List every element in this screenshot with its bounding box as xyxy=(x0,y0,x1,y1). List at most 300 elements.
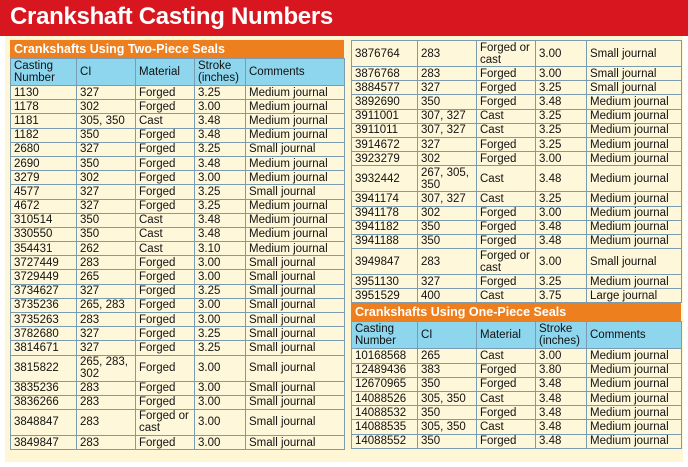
ci-cell: 283 xyxy=(77,409,136,435)
stroke-cell: 3.25 xyxy=(536,137,587,151)
table-row xyxy=(11,185,345,199)
material-cell: Cast xyxy=(136,213,195,227)
comments-cell: Small journal xyxy=(246,270,345,284)
casting-number-cell: 14088535 xyxy=(352,420,418,434)
comments-cell: Medium journal xyxy=(587,377,682,391)
material-cell: Forged xyxy=(136,355,195,381)
ci-cell: 327 xyxy=(77,199,136,213)
table-row xyxy=(11,435,345,449)
comments-cell: Medium journal xyxy=(246,171,345,185)
comments-cell: Medium journal xyxy=(246,199,345,213)
ci-cell: 350 xyxy=(77,227,136,241)
material-cell: Forged or cast xyxy=(136,409,195,435)
table-row xyxy=(352,67,682,81)
ci-cell: 305, 350 xyxy=(77,114,136,128)
ci-header: CI xyxy=(418,322,477,349)
stroke-cell: 3.00 xyxy=(536,206,587,220)
ci-cell: 305, 350 xyxy=(418,420,477,434)
material-cell: Forged xyxy=(477,220,536,234)
ci-cell: 305, 350 xyxy=(418,392,477,406)
casting-number-cell: 3279 xyxy=(11,171,77,185)
stroke-cell: 3.00 xyxy=(195,313,246,327)
table-header-row xyxy=(352,322,682,349)
material-cell: Forged xyxy=(477,95,536,109)
material-cell: Forged xyxy=(477,206,536,220)
table-row xyxy=(11,313,345,327)
stroke-cell: 3.00 xyxy=(536,67,587,81)
casting-number-cell: 3911001 xyxy=(352,109,418,123)
stroke-cell: 3.00 xyxy=(195,409,246,435)
casting-number-cell: 3949847 xyxy=(352,249,418,275)
ci-header: CI xyxy=(77,59,136,86)
ci-cell: 283 xyxy=(77,395,136,409)
stroke-cell: 3.48 xyxy=(195,213,246,227)
comments-cell: Medium journal xyxy=(246,242,345,256)
comments-cell: Medium journal xyxy=(246,213,345,227)
comments-cell: Medium journal xyxy=(246,114,345,128)
comments-cell: Medium journal xyxy=(587,234,682,248)
material-cell: Forged or cast xyxy=(477,41,536,67)
comments-cell: Medium journal xyxy=(246,128,345,142)
casting-number-cell: 1182 xyxy=(11,128,77,142)
material-cell: Forged or cast xyxy=(477,249,536,275)
table-row xyxy=(11,242,345,256)
casting-number-cell: 3951529 xyxy=(352,289,418,303)
ci-cell: 302 xyxy=(418,152,477,166)
casting-number-cell: 3941174 xyxy=(352,192,418,206)
material-header: Material xyxy=(477,322,536,349)
table-row xyxy=(11,213,345,227)
casting-number-cell: 3876768 xyxy=(352,67,418,81)
stroke-cell: 3.48 xyxy=(536,434,587,448)
ci-cell: 327 xyxy=(77,86,136,100)
table-row xyxy=(352,349,682,363)
casting-number-cell: 3835236 xyxy=(11,381,77,395)
table-row xyxy=(11,284,345,298)
casting-number-cell: 1130 xyxy=(11,86,77,100)
comments-cell: Medium journal xyxy=(246,86,345,100)
stroke-cell: 3.00 xyxy=(195,270,246,284)
two-piece-seal-table-continued xyxy=(351,40,682,303)
comments-cell: Medium journal xyxy=(587,220,682,234)
ci-cell: 327 xyxy=(77,284,136,298)
table-row xyxy=(352,420,682,434)
casting-number-cell: 3941188 xyxy=(352,234,418,248)
material-cell: Forged xyxy=(136,395,195,409)
table-row xyxy=(352,95,682,109)
comments-cell: Medium journal xyxy=(587,363,682,377)
ci-cell: 283 xyxy=(418,249,477,275)
comments-cell: Medium journal xyxy=(587,420,682,434)
casting-number-cell: 3782680 xyxy=(11,327,77,341)
stroke-cell: 3.00 xyxy=(195,100,246,114)
ci-cell: 283 xyxy=(77,435,136,449)
casting-number-cell: 3951130 xyxy=(352,275,418,289)
casting-number-cell: 3941178 xyxy=(352,206,418,220)
casting-number-cell: 310514 xyxy=(11,213,77,227)
stroke-cell: 3.25 xyxy=(195,327,246,341)
ci-cell: 267, 305, 350 xyxy=(418,166,477,192)
casting-number-cell: 4577 xyxy=(11,185,77,199)
ci-cell: 350 xyxy=(418,95,477,109)
stroke-cell: 3.48 xyxy=(536,166,587,192)
comments-cell: Small journal xyxy=(587,249,682,275)
comments-cell: Medium journal xyxy=(246,227,345,241)
material-cell: Cast xyxy=(477,349,536,363)
stroke-cell: 3.25 xyxy=(195,86,246,100)
ci-cell: 283 xyxy=(77,313,136,327)
stroke-cell: 3.48 xyxy=(536,420,587,434)
comments-cell: Medium journal xyxy=(587,109,682,123)
comments-header: Comments xyxy=(246,59,345,86)
table-row xyxy=(352,192,682,206)
casting-number-cell: 1178 xyxy=(11,100,77,114)
material-cell: Cast xyxy=(136,227,195,241)
comments-cell: Small journal xyxy=(246,435,345,449)
casting-number-cell: 12489436 xyxy=(352,363,418,377)
comments-cell: Small journal xyxy=(246,313,345,327)
table-row xyxy=(11,86,345,100)
casting-number-cell: 3914672 xyxy=(352,137,418,151)
casting-number-cell: 3941182 xyxy=(352,220,418,234)
casting-number-cell: 14088552 xyxy=(352,434,418,448)
ci-cell: 327 xyxy=(418,81,477,95)
ci-cell: 265 xyxy=(77,270,136,284)
ci-cell: 350 xyxy=(418,234,477,248)
casting-number-cell: 2690 xyxy=(11,156,77,170)
comments-cell: Medium journal xyxy=(587,406,682,420)
casting-number-header: Casting Number xyxy=(352,322,418,349)
casting-number-cell: 3836266 xyxy=(11,395,77,409)
comments-cell: Small journal xyxy=(246,409,345,435)
ci-cell: 283 xyxy=(77,381,136,395)
comments-cell: Medium journal xyxy=(587,166,682,192)
casting-number-cell: 3848847 xyxy=(11,409,77,435)
casting-number-cell: 12670965 xyxy=(352,377,418,391)
material-cell: Cast xyxy=(477,392,536,406)
ci-cell: 327 xyxy=(77,185,136,199)
casting-number-cell: 330550 xyxy=(11,227,77,241)
table-row xyxy=(352,220,682,234)
table-row xyxy=(352,234,682,248)
table-row xyxy=(11,355,345,381)
ci-cell: 307, 327 xyxy=(418,192,477,206)
casting-number-cell: 10168568 xyxy=(352,349,418,363)
stroke-cell: 3.48 xyxy=(536,234,587,248)
table-row xyxy=(11,256,345,270)
table-row xyxy=(352,109,682,123)
stroke-cell: 3.25 xyxy=(195,284,246,298)
casting-number-cell: 3932442 xyxy=(352,166,418,192)
casting-number-cell: 3729449 xyxy=(11,270,77,284)
ci-cell: 265, 283, 302 xyxy=(77,355,136,381)
ci-cell: 307, 327 xyxy=(418,109,477,123)
table-row xyxy=(11,128,345,142)
stroke-cell: 3.48 xyxy=(536,95,587,109)
casting-number-cell: 2680 xyxy=(11,142,77,156)
comments-cell: Small journal xyxy=(246,395,345,409)
ci-cell: 350 xyxy=(418,406,477,420)
ci-cell: 350 xyxy=(77,156,136,170)
material-cell: Forged xyxy=(136,142,195,156)
ci-cell: 283 xyxy=(418,67,477,81)
comments-cell: Medium journal xyxy=(587,123,682,137)
comments-cell: Small journal xyxy=(246,298,345,312)
ci-cell: 262 xyxy=(77,242,136,256)
comments-cell: Medium journal xyxy=(587,434,682,448)
material-cell: Forged xyxy=(477,152,536,166)
ci-cell: 265, 283 xyxy=(77,298,136,312)
stroke-cell: 3.25 xyxy=(536,123,587,137)
comments-cell: Medium journal xyxy=(587,95,682,109)
casting-number-cell: 3911011 xyxy=(352,123,418,137)
material-cell: Forged xyxy=(136,298,195,312)
material-cell: Forged xyxy=(477,406,536,420)
comments-cell: Medium journal xyxy=(246,156,345,170)
ci-cell: 302 xyxy=(77,100,136,114)
ci-cell: 307, 327 xyxy=(418,123,477,137)
material-cell: Cast xyxy=(477,109,536,123)
ci-cell: 350 xyxy=(77,213,136,227)
stroke-cell: 3.00 xyxy=(536,152,587,166)
stroke-cell: 3.75 xyxy=(536,289,587,303)
left-column xyxy=(10,40,344,450)
comments-cell: Medium journal xyxy=(587,137,682,151)
comments-cell: Medium journal xyxy=(587,152,682,166)
table-row xyxy=(352,41,682,67)
casting-number-cell: 3892690 xyxy=(352,95,418,109)
stroke-cell: 3.00 xyxy=(195,395,246,409)
material-header: Material xyxy=(136,59,195,86)
comments-cell: Medium journal xyxy=(587,206,682,220)
casting-number-cell: 3814671 xyxy=(11,341,77,355)
stroke-cell: 3.48 xyxy=(536,377,587,391)
table-row xyxy=(352,392,682,406)
stroke-cell: 3.00 xyxy=(195,381,246,395)
ci-cell: 265 xyxy=(418,349,477,363)
stroke-cell: 3.48 xyxy=(195,227,246,241)
casting-number-cell: 3876764 xyxy=(352,41,418,67)
table-row xyxy=(11,171,345,185)
comments-cell: Small journal xyxy=(246,284,345,298)
comments-cell: Small journal xyxy=(246,327,345,341)
casting-number-header: Casting Number xyxy=(11,59,77,86)
material-cell: Forged xyxy=(136,327,195,341)
content-panel xyxy=(5,36,683,462)
stroke-cell: 3.25 xyxy=(536,109,587,123)
comments-cell: Medium journal xyxy=(587,392,682,406)
table-row xyxy=(352,123,682,137)
comments-cell: Medium journal xyxy=(587,349,682,363)
ci-cell: 302 xyxy=(77,171,136,185)
table-row xyxy=(11,381,345,395)
comments-cell: Medium journal xyxy=(246,100,345,114)
material-cell: Forged xyxy=(477,434,536,448)
table-row xyxy=(352,206,682,220)
comments-cell: Small journal xyxy=(587,41,682,67)
material-cell: Forged xyxy=(477,81,536,95)
ci-cell: 400 xyxy=(418,289,477,303)
stroke-cell: 3.00 xyxy=(536,249,587,275)
casting-number-cell: 4672 xyxy=(11,199,77,213)
comments-cell: Small journal xyxy=(246,142,345,156)
stroke-cell: 3.48 xyxy=(536,220,587,234)
material-cell: Forged xyxy=(136,86,195,100)
casting-number-cell: 3735263 xyxy=(11,313,77,327)
comments-cell: Large journal xyxy=(587,289,682,303)
one-piece-seal-table xyxy=(351,321,682,448)
comments-cell: Small journal xyxy=(246,355,345,381)
material-cell: Forged xyxy=(477,377,536,391)
material-cell: Forged xyxy=(477,275,536,289)
stroke-cell: 3.25 xyxy=(536,81,587,95)
material-cell: Forged xyxy=(136,313,195,327)
stroke-cell: 3.10 xyxy=(195,242,246,256)
table-row xyxy=(11,327,345,341)
page-title: Crankshaft Casting Numbers xyxy=(10,3,333,30)
ci-cell: 383 xyxy=(418,363,477,377)
stroke-cell: 3.48 xyxy=(195,114,246,128)
stroke-header: Stroke (inches) xyxy=(195,59,246,86)
ci-cell: 327 xyxy=(77,327,136,341)
material-cell: Forged xyxy=(477,67,536,81)
stroke-cell: 3.25 xyxy=(536,192,587,206)
ci-cell: 350 xyxy=(77,128,136,142)
comments-header: Comments xyxy=(587,322,682,349)
table-row xyxy=(11,298,345,312)
stroke-cell: 3.25 xyxy=(195,341,246,355)
material-cell: Cast xyxy=(477,123,536,137)
material-cell: Cast xyxy=(477,289,536,303)
stroke-cell: 3.25 xyxy=(195,199,246,213)
comments-cell: Small journal xyxy=(246,256,345,270)
table-row xyxy=(11,341,345,355)
comments-cell: Small journal xyxy=(587,67,682,81)
page-header xyxy=(0,0,688,36)
material-cell: Forged xyxy=(136,284,195,298)
material-cell: Forged xyxy=(136,435,195,449)
table-row xyxy=(352,81,682,95)
casting-number-cell: 3849847 xyxy=(11,435,77,449)
stroke-cell: 3.00 xyxy=(195,355,246,381)
stroke-cell: 3.00 xyxy=(536,41,587,67)
stroke-cell: 3.25 xyxy=(536,275,587,289)
stroke-cell: 3.25 xyxy=(195,142,246,156)
right-column xyxy=(351,40,681,449)
material-cell: Forged xyxy=(136,256,195,270)
material-cell: Forged xyxy=(477,363,536,377)
comments-cell: Small journal xyxy=(246,341,345,355)
stroke-header: Stroke (inches) xyxy=(536,322,587,349)
ci-cell: 327 xyxy=(418,137,477,151)
table-row xyxy=(352,363,682,377)
stroke-cell: 3.00 xyxy=(195,298,246,312)
table-row xyxy=(11,100,345,114)
material-cell: Forged xyxy=(136,171,195,185)
stroke-cell: 3.25 xyxy=(195,185,246,199)
stroke-cell: 3.00 xyxy=(195,256,246,270)
table-row xyxy=(352,377,682,391)
table-row xyxy=(11,156,345,170)
casting-number-cell: 3727449 xyxy=(11,256,77,270)
stroke-cell: 3.00 xyxy=(195,435,246,449)
material-cell: Cast xyxy=(136,114,195,128)
material-cell: Forged xyxy=(477,234,536,248)
comments-cell: Medium journal xyxy=(587,192,682,206)
table-row xyxy=(352,166,682,192)
material-cell: Forged xyxy=(136,270,195,284)
stroke-cell: 3.80 xyxy=(536,363,587,377)
material-cell: Cast xyxy=(477,166,536,192)
casting-number-cell: 3735236 xyxy=(11,298,77,312)
table-row xyxy=(11,142,345,156)
material-cell: Forged xyxy=(136,185,195,199)
material-cell: Cast xyxy=(477,420,536,434)
ci-cell: 327 xyxy=(77,142,136,156)
casting-number-cell: 14088532 xyxy=(352,406,418,420)
ci-cell: 350 xyxy=(418,377,477,391)
material-cell: Forged xyxy=(136,156,195,170)
two-piece-seal-table xyxy=(10,58,345,450)
material-cell: Cast xyxy=(477,192,536,206)
table-row xyxy=(11,199,345,213)
stroke-cell: 3.48 xyxy=(536,406,587,420)
table-row xyxy=(11,395,345,409)
stroke-cell: 3.48 xyxy=(536,392,587,406)
comments-cell: Small journal xyxy=(246,381,345,395)
ci-cell: 350 xyxy=(418,220,477,234)
table-row xyxy=(352,137,682,151)
stroke-cell: 3.48 xyxy=(195,128,246,142)
table-row xyxy=(11,409,345,435)
table-row xyxy=(352,275,682,289)
comments-cell: Small journal xyxy=(246,185,345,199)
casting-number-cell: 3923279 xyxy=(352,152,418,166)
stroke-cell: 3.48 xyxy=(195,156,246,170)
material-cell: Forged xyxy=(136,199,195,213)
table-row xyxy=(352,152,682,166)
casting-number-cell: 3815822 xyxy=(11,355,77,381)
table-row xyxy=(11,270,345,284)
table-row xyxy=(11,227,345,241)
table-row xyxy=(11,114,345,128)
material-cell: Forged xyxy=(477,137,536,151)
ci-cell: 350 xyxy=(418,434,477,448)
ci-cell: 283 xyxy=(77,256,136,270)
stroke-cell: 3.00 xyxy=(536,349,587,363)
material-cell: Forged xyxy=(136,381,195,395)
casting-number-cell: 14088526 xyxy=(352,392,418,406)
material-cell: Forged xyxy=(136,128,195,142)
comments-cell: Small journal xyxy=(587,81,682,95)
table-row xyxy=(352,289,682,303)
material-cell: Cast xyxy=(136,242,195,256)
ci-cell: 327 xyxy=(418,275,477,289)
casting-number-cell: 354431 xyxy=(11,242,77,256)
section-title-one-piece: Crankshafts Using One-Piece Seals xyxy=(351,303,681,321)
comments-cell: Medium journal xyxy=(587,275,682,289)
table-row xyxy=(352,249,682,275)
casting-number-cell: 3734627 xyxy=(11,284,77,298)
section-title-two-piece: Crankshafts Using Two-Piece Seals xyxy=(10,40,344,58)
stroke-cell: 3.00 xyxy=(195,171,246,185)
material-cell: Forged xyxy=(136,341,195,355)
table-row xyxy=(352,434,682,448)
ci-cell: 302 xyxy=(418,206,477,220)
casting-number-cell: 1181 xyxy=(11,114,77,128)
table-header-row xyxy=(11,59,345,86)
ci-cell: 327 xyxy=(77,341,136,355)
